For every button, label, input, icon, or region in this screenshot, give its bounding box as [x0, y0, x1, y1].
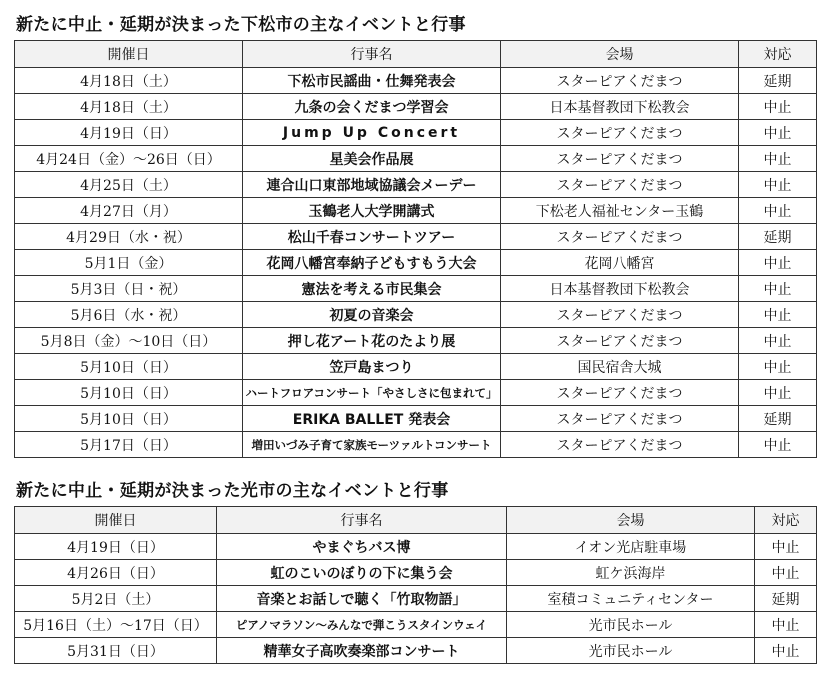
table-row	[15, 406, 817, 432]
event-venue: スターピアくだまつ	[501, 120, 739, 146]
event-name: ハートフロアコンサート「やさしさに包まれて」	[243, 380, 501, 406]
event-venue: 室積コミュニティセンター	[507, 586, 755, 612]
header-event: 行事名	[217, 507, 507, 534]
event-venue: 日本基督教団下松教会	[501, 276, 739, 302]
event-date: 5月10日（日）	[15, 406, 243, 432]
event-name: 星美会作品展	[243, 146, 501, 172]
event-name: 松山千春コンサートツアー	[243, 224, 501, 250]
event-status: 中止	[739, 172, 817, 198]
event-venue: スターピアくだまつ	[501, 224, 739, 250]
event-name: 連合山口東部地域協議会メーデー	[243, 172, 501, 198]
event-status: 中止	[755, 534, 817, 560]
event-date: 5月17日（日）	[15, 432, 243, 458]
event-status: 中止	[739, 250, 817, 276]
event-name: ピアノマラソン～みんなで弾こうスタインウェイ	[217, 612, 507, 638]
table-header-row	[15, 41, 817, 68]
event-status: 中止	[739, 328, 817, 354]
event-status: 中止	[755, 638, 817, 664]
event-venue: スターピアくだまつ	[501, 302, 739, 328]
table-row	[15, 354, 817, 380]
event-venue: 花岡八幡宮	[501, 250, 739, 276]
table-header-row	[15, 507, 817, 534]
event-date: 4月29日（水・祝）	[15, 224, 243, 250]
event-date: 5月6日（水・祝）	[15, 302, 243, 328]
table-row	[15, 146, 817, 172]
event-venue: 虹ケ浜海岸	[507, 560, 755, 586]
event-status: 中止	[739, 146, 817, 172]
event-venue: スターピアくだまつ	[501, 406, 739, 432]
event-status: 中止	[739, 380, 817, 406]
table-row	[15, 224, 817, 250]
event-date: 4月18日（土）	[15, 94, 243, 120]
event-name: 精華女子高吹奏楽部コンサート	[217, 638, 507, 664]
event-venue: 光市民ホール	[507, 638, 755, 664]
table-row	[15, 586, 817, 612]
event-name: 押し花アート花のたより展	[243, 328, 501, 354]
event-name: 音楽とお話しで聴く「竹取物語」	[217, 586, 507, 612]
table-row	[15, 612, 817, 638]
hikari-table-title: 新たに中止・延期が決まった光市の主なイベントと行事	[16, 481, 449, 501]
table-row	[15, 172, 817, 198]
table-row	[15, 68, 817, 94]
event-date: 4月27日（月）	[15, 198, 243, 224]
event-name: ERIKA BALLET 発表会	[243, 406, 501, 432]
shimomatsu-table-title: 新たに中止・延期が決まった下松市の主なイベントと行事	[16, 15, 466, 35]
header-date: 開催日	[15, 507, 217, 534]
table-row	[15, 432, 817, 458]
event-name: 初夏の音楽会	[243, 302, 501, 328]
event-venue: 光市民ホール	[507, 612, 755, 638]
event-status: 中止	[739, 432, 817, 458]
event-date: 5月10日（日）	[15, 354, 243, 380]
event-date: 4月24日（金）～26日（日）	[15, 146, 243, 172]
table-row	[15, 120, 817, 146]
event-status: 中止	[739, 354, 817, 380]
event-name: Jump Up Concert	[243, 120, 501, 146]
event-date: 5月10日（日）	[15, 380, 243, 406]
event-name: 憲法を考える市民集会	[243, 276, 501, 302]
event-status: 中止	[739, 302, 817, 328]
header-venue: 会場	[501, 41, 739, 68]
event-venue: イオン光店駐車場	[507, 534, 755, 560]
event-date: 4月25日（土）	[15, 172, 243, 198]
event-date: 5月16日（土）～17日（日）	[15, 612, 217, 638]
event-name: 下松市民謡曲・仕舞発表会	[243, 68, 501, 94]
table-row	[15, 380, 817, 406]
event-status: 延期	[755, 586, 817, 612]
event-status: 延期	[739, 68, 817, 94]
event-date: 5月31日（日）	[15, 638, 217, 664]
event-date: 4月19日（日）	[15, 534, 217, 560]
event-date: 5月2日（土）	[15, 586, 217, 612]
event-name: 玉鶴老人大学開講式	[243, 198, 501, 224]
event-venue: 日本基督教団下松教会	[501, 94, 739, 120]
event-venue: 下松老人福祉センター玉鶴	[501, 198, 739, 224]
shimomatsu-events-table	[14, 40, 817, 458]
table-row	[15, 560, 817, 586]
event-name: 笠戸島まつり	[243, 354, 501, 380]
event-venue: 国民宿舎大城	[501, 354, 739, 380]
event-venue: スターピアくだまつ	[501, 328, 739, 354]
event-status: 中止	[739, 120, 817, 146]
header-date: 開催日	[15, 41, 243, 68]
event-venue: スターピアくだまつ	[501, 172, 739, 198]
event-status: 延期	[739, 406, 817, 432]
shimomatsu-section	[14, 10, 816, 458]
event-date: 5月3日（日・祝）	[15, 276, 243, 302]
event-date: 5月1日（金）	[15, 250, 243, 276]
event-name: 花岡八幡宮奉納子どもすもう大会	[243, 250, 501, 276]
event-venue: スターピアくだまつ	[501, 380, 739, 406]
table-row	[15, 250, 817, 276]
header-status: 対応	[755, 507, 817, 534]
event-status: 中止	[739, 198, 817, 224]
event-venue: スターピアくだまつ	[501, 432, 739, 458]
table-row	[15, 94, 817, 120]
event-date: 5月8日（金）～10日（日）	[15, 328, 243, 354]
event-status: 延期	[739, 224, 817, 250]
header-venue: 会場	[507, 507, 755, 534]
hikari-section	[14, 476, 816, 664]
table-row	[15, 638, 817, 664]
event-status: 中止	[755, 612, 817, 638]
header-status: 対応	[739, 41, 817, 68]
event-name: 虹のこいのぼりの下に集う会	[217, 560, 507, 586]
event-name: 増田いづみ子育て家族モーツァルトコンサート	[243, 432, 501, 458]
table-row	[15, 302, 817, 328]
table-row	[15, 328, 817, 354]
event-name: やまぐちバス博	[217, 534, 507, 560]
event-date: 4月19日（日）	[15, 120, 243, 146]
event-status: 中止	[755, 560, 817, 586]
header-event: 行事名	[243, 41, 501, 68]
event-name: 九条の会くだまつ学習会	[243, 94, 501, 120]
hikari-events-table	[14, 506, 817, 664]
event-venue: スターピアくだまつ	[501, 146, 739, 172]
table-row	[15, 534, 817, 560]
table-row	[15, 198, 817, 224]
event-status: 中止	[739, 94, 817, 120]
event-venue: スターピアくだまつ	[501, 68, 739, 94]
table-row	[15, 276, 817, 302]
event-date: 4月18日（土）	[15, 68, 243, 94]
event-status: 中止	[739, 276, 817, 302]
event-date: 4月26日（日）	[15, 560, 217, 586]
